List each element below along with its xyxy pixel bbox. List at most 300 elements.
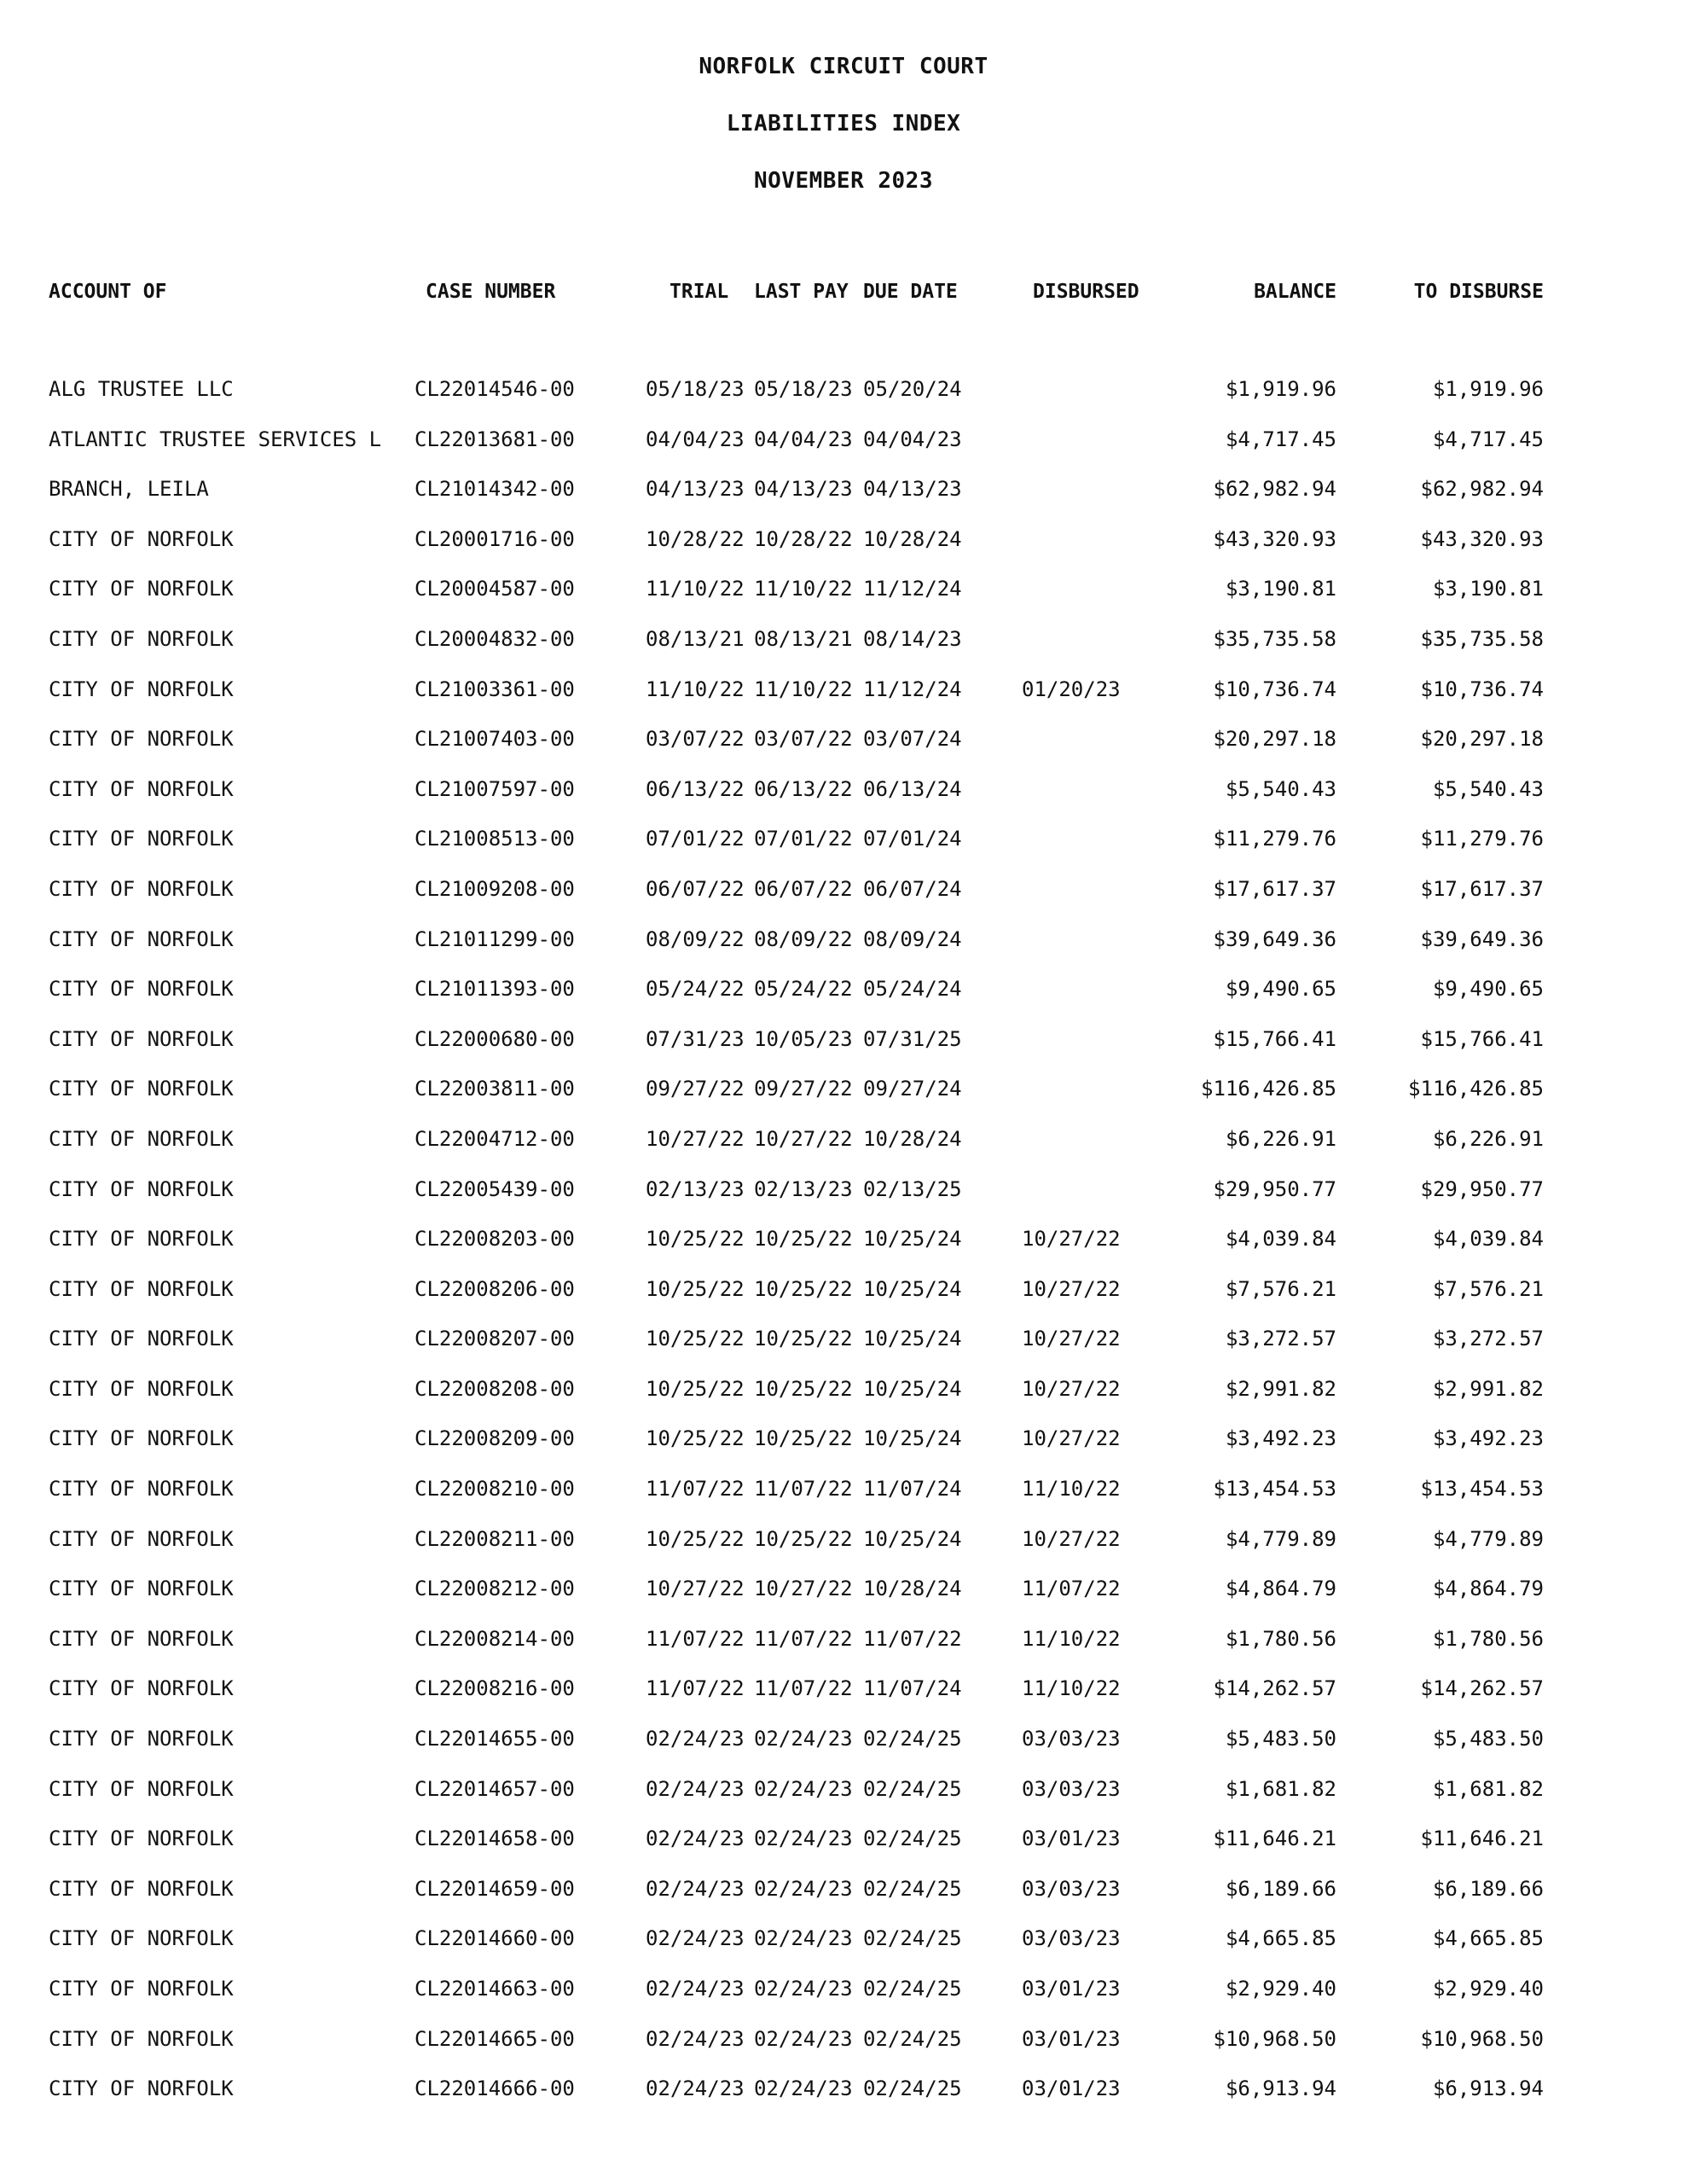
cell-trial: 08/13/21 (646, 626, 745, 651)
table-row (0, 1174, 1687, 1224)
cell-last-pay: 07/01/22 (754, 827, 853, 851)
cell-to-disburse: $35,735.58 (1420, 626, 1544, 651)
cell-balance: $116,426.85 (1201, 1077, 1336, 1101)
cell-account-of: CITY OF NORFOLK (49, 1426, 234, 1451)
cell-last-pay: 10/27/22 (754, 1126, 853, 1151)
cell-account-of: ALG TRUSTEE LLC (49, 377, 234, 401)
table-row (0, 624, 1687, 674)
cell-disbursed: 03/03/23 (1022, 1876, 1121, 1901)
cell-account-of: CITY OF NORFOLK (49, 727, 234, 752)
cell-balance: $2,929.40 (1225, 1977, 1336, 2001)
cell-case-number: CL22014659-00 (415, 1876, 575, 1901)
cell-account-of: CITY OF NORFOLK (49, 977, 234, 1002)
table-row (0, 973, 1687, 1024)
cell-case-number: CL22008206-00 (415, 1276, 575, 1301)
cell-to-disburse: $10,968.50 (1420, 2026, 1544, 2051)
cell-account-of: CITY OF NORFOLK (49, 1626, 234, 1651)
cell-disbursed: 03/01/23 (1022, 1977, 1121, 2001)
report-period: NOVEMBER 2023 (754, 168, 933, 194)
cell-to-disburse: $62,982.94 (1420, 477, 1544, 502)
cell-last-pay: 11/07/22 (754, 1676, 853, 1701)
cell-account-of: CITY OF NORFOLK (49, 577, 234, 601)
table-row (0, 1973, 1687, 2024)
cell-trial: 10/25/22 (646, 1376, 745, 1401)
cell-disbursed: 10/27/22 (1022, 1276, 1121, 1301)
cell-to-disburse: $6,226.91 (1432, 1126, 1544, 1151)
cell-last-pay: 02/24/23 (754, 2026, 853, 2051)
cell-trial: 10/25/22 (646, 1276, 745, 1301)
cell-case-number: CL21011299-00 (415, 926, 575, 951)
cell-to-disburse: $6,913.94 (1432, 2077, 1544, 2101)
cell-account-of: CITY OF NORFOLK (49, 1327, 234, 1351)
cell-trial: 10/27/22 (646, 1577, 745, 1601)
cell-balance: $4,864.79 (1225, 1577, 1336, 1601)
cell-trial: 10/25/22 (646, 1526, 745, 1551)
cell-case-number: CL21011393-00 (415, 977, 575, 1002)
cell-trial: 10/28/22 (646, 526, 745, 551)
report-title-block (0, 49, 1687, 221)
cell-due-date: 10/25/24 (863, 1426, 962, 1451)
cell-to-disburse: $3,272.57 (1432, 1327, 1544, 1351)
cell-due-date: 08/09/24 (863, 926, 962, 951)
cell-case-number: CL22005439-00 (415, 1176, 575, 1201)
cell-case-number: CL22004712-00 (415, 1126, 575, 1151)
table-row (0, 723, 1687, 774)
table-row (0, 674, 1687, 724)
cell-trial: 07/31/23 (646, 1026, 745, 1051)
cell-trial: 10/25/22 (646, 1227, 745, 1252)
table-row (0, 2073, 1687, 2123)
cell-disbursed: 03/03/23 (1022, 1776, 1121, 1801)
cell-case-number: CL21007403-00 (415, 727, 575, 752)
cell-trial: 11/10/22 (646, 577, 745, 601)
cell-due-date: 02/13/25 (863, 1176, 962, 1201)
cell-due-date: 05/20/24 (863, 377, 962, 401)
cell-to-disburse: $1,780.56 (1432, 1626, 1544, 1651)
cell-case-number: CL22000680-00 (415, 1026, 575, 1051)
cell-account-of: CITY OF NORFOLK (49, 1526, 234, 1551)
cell-last-pay: 05/24/22 (754, 977, 853, 1002)
cell-balance: $4,779.89 (1225, 1526, 1336, 1551)
cell-due-date: 11/07/24 (863, 1676, 962, 1701)
table-row (0, 1323, 1687, 1374)
cell-to-disburse: $5,540.43 (1432, 776, 1544, 801)
cell-account-of: CITY OF NORFOLK (49, 1376, 234, 1401)
cell-to-disburse: $11,646.21 (1420, 1827, 1544, 1851)
cell-trial: 02/24/23 (646, 1876, 745, 1901)
cell-due-date: 10/25/24 (863, 1526, 962, 1551)
cell-balance: $3,272.57 (1225, 1327, 1336, 1351)
cell-due-date: 07/31/25 (863, 1026, 962, 1051)
cell-account-of: CITY OF NORFOLK (49, 926, 234, 951)
cell-due-date: 11/12/24 (863, 577, 962, 601)
table-row (0, 1673, 1687, 1723)
cell-case-number: CL22008203-00 (415, 1227, 575, 1252)
cell-balance: $15,766.41 (1213, 1026, 1336, 1051)
cell-last-pay: 08/09/22 (754, 926, 853, 951)
cell-balance: $17,617.37 (1213, 876, 1336, 901)
cell-due-date: 02/24/25 (863, 1876, 962, 1901)
cell-to-disburse: $10,736.74 (1420, 677, 1544, 701)
cell-account-of: CITY OF NORFOLK (49, 876, 234, 901)
cell-to-disburse: $2,991.82 (1432, 1376, 1544, 1401)
cell-case-number: CL22003811-00 (415, 1077, 575, 1101)
cell-account-of: CITY OF NORFOLK (49, 2026, 234, 2051)
cell-last-pay: 02/24/23 (754, 1876, 853, 1901)
cell-to-disburse: $3,492.23 (1432, 1426, 1544, 1451)
cell-last-pay: 02/13/23 (754, 1176, 853, 1201)
cell-account-of: CITY OF NORFOLK (49, 1126, 234, 1151)
table-row (0, 823, 1687, 874)
cell-last-pay: 04/13/23 (754, 477, 853, 502)
table-row (0, 874, 1687, 924)
cell-to-disburse: $39,649.36 (1420, 926, 1544, 951)
cell-last-pay: 11/10/22 (754, 677, 853, 701)
report-name: LIABILITIES INDEX (726, 111, 961, 136)
court-name: NORFOLK CIRCUIT COURT (699, 54, 988, 79)
cell-account-of: BRANCH, LEILA (49, 477, 209, 502)
cell-last-pay: 10/25/22 (754, 1227, 853, 1252)
cell-account-of: CITY OF NORFOLK (49, 2077, 234, 2101)
cell-disbursed: 03/03/23 (1022, 1926, 1121, 1951)
cell-disbursed: 11/10/22 (1022, 1626, 1121, 1651)
cell-last-pay: 10/27/22 (754, 1577, 853, 1601)
cell-balance: $10,968.50 (1213, 2026, 1336, 2051)
cell-case-number: CL22014546-00 (415, 377, 575, 401)
cell-balance: $5,540.43 (1225, 776, 1336, 801)
cell-to-disburse: $13,454.53 (1420, 1477, 1544, 1502)
cell-trial: 06/13/22 (646, 776, 745, 801)
cell-disbursed: 10/27/22 (1022, 1426, 1121, 1451)
cell-case-number: CL20004587-00 (415, 577, 575, 601)
cell-due-date: 02/24/25 (863, 1926, 962, 1951)
cell-case-number: CL22013681-00 (415, 427, 575, 451)
cell-to-disburse: $4,864.79 (1432, 1577, 1544, 1601)
cell-trial: 02/24/23 (646, 1727, 745, 1751)
cell-due-date: 10/25/24 (863, 1227, 962, 1252)
cell-account-of: CITY OF NORFOLK (49, 526, 234, 551)
cell-trial: 03/07/22 (646, 727, 745, 752)
cell-balance: $4,717.45 (1225, 427, 1336, 451)
cell-disbursed: 03/01/23 (1022, 1827, 1121, 1851)
cell-trial: 11/07/22 (646, 1626, 745, 1651)
cell-case-number: CL22014665-00 (415, 2026, 575, 2051)
cell-last-pay: 02/24/23 (754, 1776, 853, 1801)
cell-due-date: 04/04/23 (863, 427, 962, 451)
cell-case-number: CL22014655-00 (415, 1727, 575, 1751)
header-last-pay: LAST PAY (754, 281, 849, 303)
cell-trial: 09/27/22 (646, 1077, 745, 1101)
table-row (0, 473, 1687, 524)
cell-case-number: CL22014663-00 (415, 1977, 575, 2001)
cell-last-pay: 03/07/22 (754, 727, 853, 752)
cell-last-pay: 05/18/23 (754, 377, 853, 401)
table-row (0, 774, 1687, 824)
cell-balance: $13,454.53 (1213, 1477, 1336, 1502)
cell-due-date: 03/07/24 (863, 727, 962, 752)
column-header-row (0, 276, 1687, 307)
cell-due-date: 02/24/25 (863, 1776, 962, 1801)
table-row (0, 1024, 1687, 1074)
liabilities-table-body (0, 374, 1687, 2123)
cell-account-of: CITY OF NORFOLK (49, 1077, 234, 1101)
cell-last-pay: 02/24/23 (754, 1926, 853, 1951)
table-row (0, 1473, 1687, 1524)
table-row (0, 573, 1687, 624)
cell-to-disburse: $17,617.37 (1420, 876, 1544, 901)
cell-balance: $5,483.50 (1225, 1727, 1336, 1751)
cell-to-disburse: $1,681.82 (1432, 1776, 1544, 1801)
cell-trial: 11/07/22 (646, 1477, 745, 1502)
table-row (0, 1374, 1687, 1424)
cell-case-number: CL22014658-00 (415, 1827, 575, 1851)
cell-trial: 04/04/23 (646, 427, 745, 451)
cell-due-date: 10/28/24 (863, 1126, 962, 1151)
cell-last-pay: 10/25/22 (754, 1327, 853, 1351)
cell-balance: $43,320.93 (1213, 526, 1336, 551)
cell-trial: 02/24/23 (646, 1827, 745, 1851)
cell-trial: 05/18/23 (646, 377, 745, 401)
cell-balance: $2,991.82 (1225, 1376, 1336, 1401)
cell-account-of: CITY OF NORFOLK (49, 1827, 234, 1851)
cell-trial: 02/24/23 (646, 1926, 745, 1951)
cell-case-number: CL22008210-00 (415, 1477, 575, 1502)
table-row (0, 524, 1687, 574)
cell-trial: 08/09/22 (646, 926, 745, 951)
cell-balance: $29,950.77 (1213, 1176, 1336, 1201)
table-row (0, 2024, 1687, 2074)
table-row (0, 1623, 1687, 1674)
table-row (0, 1274, 1687, 1324)
cell-due-date: 02/24/25 (863, 2026, 962, 2051)
cell-to-disburse: $4,039.84 (1432, 1227, 1544, 1252)
cell-to-disburse: $14,262.57 (1420, 1676, 1544, 1701)
table-row (0, 374, 1687, 424)
cell-trial: 10/27/22 (646, 1126, 745, 1151)
header-case-number: CASE NUMBER (426, 281, 556, 303)
cell-disbursed: 03/01/23 (1022, 2077, 1121, 2101)
header-to-disburse: TO DISBURSE (1413, 281, 1544, 303)
cell-due-date: 05/24/24 (863, 977, 962, 1002)
cell-case-number: CL21007597-00 (415, 776, 575, 801)
cell-to-disburse: $4,779.89 (1432, 1526, 1544, 1551)
cell-balance: $11,646.21 (1213, 1827, 1336, 1851)
cell-to-disburse: $29,950.77 (1420, 1176, 1544, 1201)
cell-balance: $6,913.94 (1225, 2077, 1336, 2101)
cell-account-of: CITY OF NORFOLK (49, 1276, 234, 1301)
cell-trial: 02/24/23 (646, 2026, 745, 2051)
cell-balance: $3,492.23 (1225, 1426, 1336, 1451)
cell-disbursed: 11/07/22 (1022, 1577, 1121, 1601)
cell-case-number: CL21008513-00 (415, 827, 575, 851)
cell-due-date: 10/25/24 (863, 1376, 962, 1401)
cell-account-of: CITY OF NORFOLK (49, 1977, 234, 2001)
cell-due-date: 06/13/24 (863, 776, 962, 801)
cell-due-date: 10/28/24 (863, 1577, 962, 1601)
cell-account-of: CITY OF NORFOLK (49, 626, 234, 651)
cell-to-disburse: $4,665.85 (1432, 1926, 1544, 1951)
cell-balance: $35,735.58 (1213, 626, 1336, 651)
cell-account-of: CITY OF NORFOLK (49, 1227, 234, 1252)
cell-last-pay: 09/27/22 (754, 1077, 853, 1101)
cell-case-number: CL22014657-00 (415, 1776, 575, 1801)
cell-due-date: 10/25/24 (863, 1327, 962, 1351)
cell-balance: $62,982.94 (1213, 477, 1336, 502)
table-row (0, 1923, 1687, 1973)
cell-account-of: CITY OF NORFOLK (49, 1727, 234, 1751)
cell-last-pay: 04/04/23 (754, 427, 853, 451)
cell-last-pay: 11/07/22 (754, 1477, 853, 1502)
cell-case-number: CL21014342-00 (415, 477, 575, 502)
cell-account-of: CITY OF NORFOLK (49, 1776, 234, 1801)
cell-balance: $4,665.85 (1225, 1926, 1336, 1951)
cell-balance: $4,039.84 (1225, 1227, 1336, 1252)
cell-due-date: 02/24/25 (863, 1977, 962, 2001)
table-row (0, 924, 1687, 974)
cell-last-pay: 11/07/22 (754, 1626, 853, 1651)
cell-balance: $9,490.65 (1225, 977, 1336, 1002)
cell-trial: 07/01/22 (646, 827, 745, 851)
cell-balance: $14,262.57 (1213, 1676, 1336, 1701)
cell-due-date: 02/24/25 (863, 1827, 962, 1851)
cell-case-number: CL21003361-00 (415, 677, 575, 701)
cell-case-number: CL22008214-00 (415, 1626, 575, 1651)
cell-account-of: CITY OF NORFOLK (49, 1176, 234, 1201)
cell-account-of: CITY OF NORFOLK (49, 1676, 234, 1701)
cell-to-disburse: $43,320.93 (1420, 526, 1544, 551)
table-row (0, 1524, 1687, 1574)
cell-case-number: CL20001716-00 (415, 526, 575, 551)
cell-last-pay: 10/05/23 (754, 1026, 853, 1051)
cell-last-pay: 10/25/22 (754, 1276, 853, 1301)
cell-trial: 04/13/23 (646, 477, 745, 502)
cell-disbursed: 10/27/22 (1022, 1227, 1121, 1252)
cell-case-number: CL22008216-00 (415, 1676, 575, 1701)
cell-due-date: 04/13/23 (863, 477, 962, 502)
cell-trial: 02/24/23 (646, 2077, 745, 2101)
cell-disbursed: 10/27/22 (1022, 1526, 1121, 1551)
cell-trial: 10/25/22 (646, 1426, 745, 1451)
cell-account-of: CITY OF NORFOLK (49, 1876, 234, 1901)
table-row (0, 1073, 1687, 1124)
cell-due-date: 10/28/24 (863, 526, 962, 551)
cell-due-date: 02/24/25 (863, 1727, 962, 1751)
cell-account-of: CITY OF NORFOLK (49, 776, 234, 801)
cell-due-date: 11/07/24 (863, 1477, 962, 1502)
cell-disbursed: 03/01/23 (1022, 2026, 1121, 2051)
cell-due-date: 07/01/24 (863, 827, 962, 851)
table-row (0, 1723, 1687, 1774)
table-row (0, 1423, 1687, 1473)
cell-case-number: CL22014666-00 (415, 2077, 575, 2101)
cell-balance: $6,189.66 (1225, 1876, 1336, 1901)
cell-account-of: CITY OF NORFOLK (49, 1026, 234, 1051)
cell-to-disburse: $20,297.18 (1420, 727, 1544, 752)
cell-balance: $1,780.56 (1225, 1626, 1336, 1651)
header-account-of: ACCOUNT OF (49, 281, 167, 303)
cell-disbursed: 11/10/22 (1022, 1676, 1121, 1701)
cell-last-pay: 06/13/22 (754, 776, 853, 801)
cell-last-pay: 10/25/22 (754, 1426, 853, 1451)
cell-disbursed: 11/10/22 (1022, 1477, 1121, 1502)
cell-last-pay: 10/25/22 (754, 1526, 853, 1551)
cell-account-of: CITY OF NORFOLK (49, 1577, 234, 1601)
cell-case-number: CL22008208-00 (415, 1376, 575, 1401)
cell-due-date: 06/07/24 (863, 876, 962, 901)
cell-case-number: CL22014660-00 (415, 1926, 575, 1951)
cell-balance: $1,919.96 (1225, 377, 1336, 401)
cell-account-of: CITY OF NORFOLK (49, 1926, 234, 1951)
cell-due-date: 02/24/25 (863, 2077, 962, 2101)
cell-to-disburse: $5,483.50 (1432, 1727, 1544, 1751)
header-balance: BALANCE (1254, 281, 1336, 303)
cell-disbursed: 01/20/23 (1022, 677, 1121, 701)
cell-balance: $11,279.76 (1213, 827, 1336, 851)
header-due-date: DUE DATE (863, 281, 958, 303)
cell-last-pay: 06/07/22 (754, 876, 853, 901)
cell-trial: 10/25/22 (646, 1327, 745, 1351)
cell-to-disburse: $15,766.41 (1420, 1026, 1544, 1051)
cell-to-disburse: $6,189.66 (1432, 1876, 1544, 1901)
cell-case-number: CL21009208-00 (415, 876, 575, 901)
cell-to-disburse: $4,717.45 (1432, 427, 1544, 451)
cell-balance: $7,576.21 (1225, 1276, 1336, 1301)
cell-to-disburse: $1,919.96 (1432, 377, 1544, 401)
cell-trial: 11/07/22 (646, 1676, 745, 1701)
cell-due-date: 08/14/23 (863, 626, 962, 651)
table-row (0, 1774, 1687, 1824)
cell-last-pay: 02/24/23 (754, 1977, 853, 2001)
cell-account-of: ATLANTIC TRUSTEE SERVICES L (49, 427, 382, 451)
cell-last-pay: 02/24/23 (754, 2077, 853, 2101)
cell-case-number: CL22008207-00 (415, 1327, 575, 1351)
cell-trial: 06/07/22 (646, 876, 745, 901)
table-row (0, 1873, 1687, 1924)
cell-disbursed: 10/27/22 (1022, 1327, 1121, 1351)
cell-balance: $3,190.81 (1225, 577, 1336, 601)
cell-case-number: CL22008212-00 (415, 1577, 575, 1601)
cell-disbursed: 03/03/23 (1022, 1727, 1121, 1751)
cell-trial: 11/10/22 (646, 677, 745, 701)
cell-trial: 02/24/23 (646, 1776, 745, 1801)
cell-trial: 05/24/22 (646, 977, 745, 1002)
cell-due-date: 11/12/24 (863, 677, 962, 701)
cell-account-of: CITY OF NORFOLK (49, 827, 234, 851)
cell-balance: $6,226.91 (1225, 1126, 1336, 1151)
cell-case-number: CL22008211-00 (415, 1526, 575, 1551)
cell-due-date: 10/25/24 (863, 1276, 962, 1301)
cell-last-pay: 10/28/22 (754, 526, 853, 551)
cell-last-pay: 08/13/21 (754, 626, 853, 651)
cell-account-of: CITY OF NORFOLK (49, 1477, 234, 1502)
cell-balance: $1,681.82 (1225, 1776, 1336, 1801)
table-row (0, 1124, 1687, 1174)
cell-due-date: 09/27/24 (863, 1077, 962, 1101)
cell-case-number: CL22008209-00 (415, 1426, 575, 1451)
cell-to-disburse: $9,490.65 (1432, 977, 1544, 1002)
cell-to-disburse: $116,426.85 (1408, 1077, 1544, 1101)
cell-disbursed: 10/27/22 (1022, 1376, 1121, 1401)
header-trial: TRIAL (670, 281, 729, 303)
cell-account-of: CITY OF NORFOLK (49, 677, 234, 701)
cell-due-date: 11/07/22 (863, 1626, 962, 1651)
cell-to-disburse: $7,576.21 (1432, 1276, 1544, 1301)
cell-to-disburse: $2,929.40 (1432, 1977, 1544, 2001)
cell-balance: $20,297.18 (1213, 727, 1336, 752)
cell-last-pay: 11/10/22 (754, 577, 853, 601)
cell-case-number: CL20004832-00 (415, 626, 575, 651)
cell-last-pay: 02/24/23 (754, 1727, 853, 1751)
